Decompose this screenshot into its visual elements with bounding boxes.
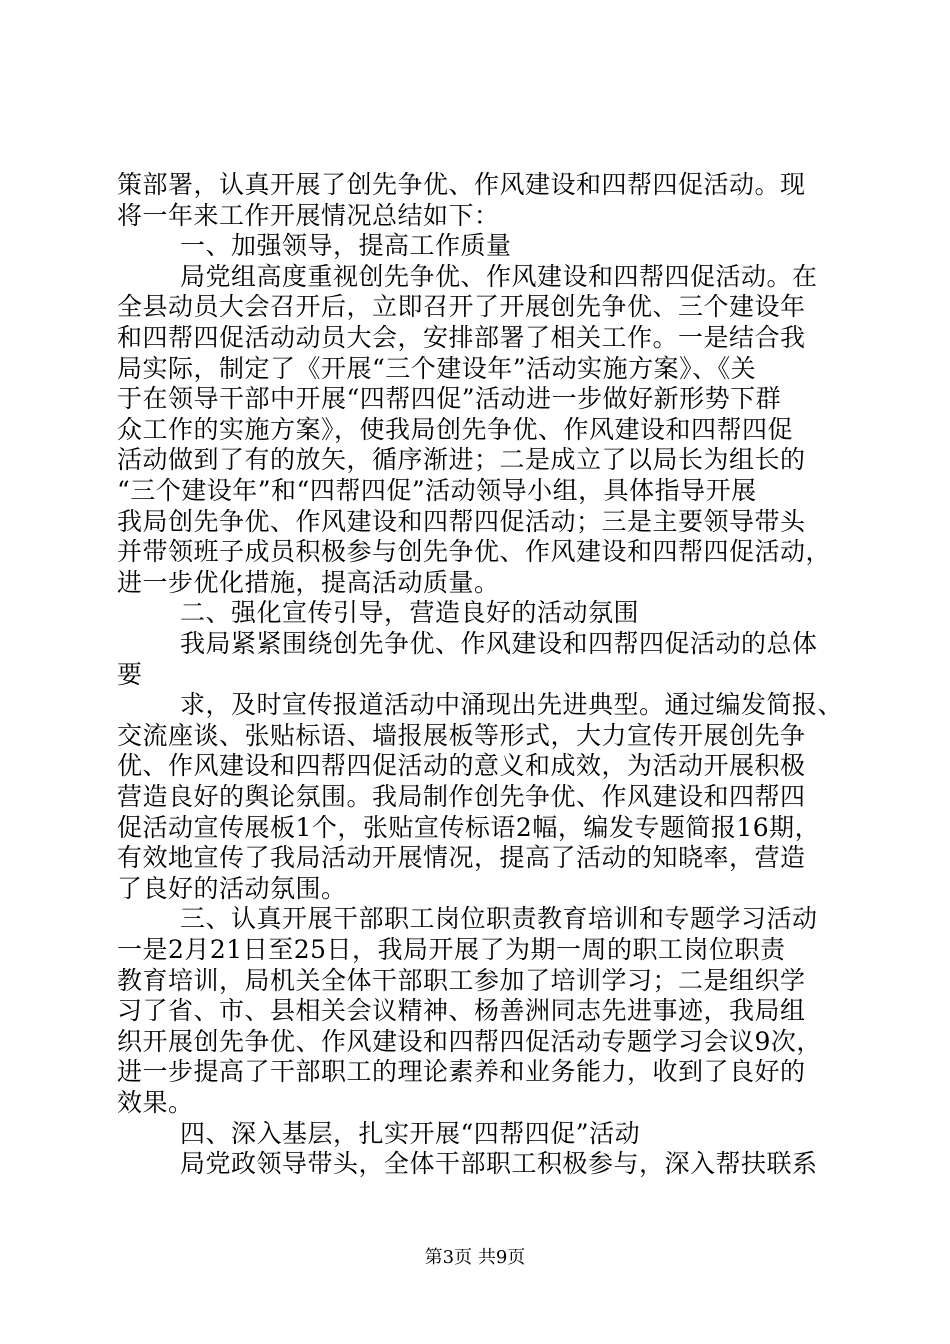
- text-line: 交流座谈、张贴标语、墙报展板等形式，大力宣传开展创先争: [117, 721, 806, 750]
- text-line: 进一步提高了干部职工的理论素养和业务能力，收到了良好的: [117, 1057, 806, 1086]
- text-line: 并带领班子成员积极参与创先争优、作风建设和四帮四促活动，: [117, 537, 832, 566]
- text-line: 策部署，认真开展了创先争优、作风建设和四帮四促活动。现: [117, 170, 806, 199]
- text-line: “三个建设年”和“四帮四促”活动领导小组，具体指导开展: [117, 476, 757, 505]
- text-line: 进一步优化措施，提高活动质量。: [117, 568, 500, 597]
- text-line: 效果。: [117, 1088, 194, 1117]
- text-line: 了良好的活动氛围。: [117, 874, 347, 903]
- text-line: 求，及时宣传报道活动中涌现出先进典型。通过编发简报、: [180, 690, 844, 719]
- text-line: 教育培训，局机关全体干部职工参加了培训学习；二是组织学: [117, 966, 806, 995]
- text-line: 促活动宣传展板1个，张贴宣传标语2幅，编发专题简报16期，: [117, 813, 821, 842]
- section-heading: 二、强化宣传引导，营造良好的活动氛围: [180, 598, 640, 627]
- text-line: 织开展创先争优、作风建设和四帮四促活动专题学习会议9次，: [117, 1027, 822, 1056]
- section-heading: 一、加强领导，提高工作质量: [180, 231, 512, 260]
- section-heading: 四、深入基层，扎实开展“四帮四促”活动: [180, 1119, 641, 1148]
- text-line: 局实际，制定了《开展“三个建设年”活动实施方案》、《关: [117, 354, 757, 383]
- text-line: 有效地宣传了我局活动开展情况，提高了活动的知晓率，营造: [117, 843, 806, 872]
- text-line: 和四帮四促活动动员大会，安排部署了相关工作。一是结合我: [117, 323, 806, 352]
- text-line: 优、作风建设和四帮四促活动的意义和成效，为活动开展积极: [117, 751, 806, 780]
- text-line: 我局紧紧围绕创先争优、作风建设和四帮四促活动的总体: [180, 629, 818, 658]
- text-line: 众工作的实施方案》，使我局创先争优、作风建设和四帮四促: [117, 415, 794, 444]
- text-line: 我局创先争优、作风建设和四帮四促活动；三是主要领导带头: [117, 507, 806, 536]
- section-heading: 三、认真开展干部职工岗位职责教育培训和专题学习活动: [180, 904, 818, 933]
- text-line: 局党政领导带头，全体干部职工积极参与，深入帮扶联系: [180, 1149, 818, 1178]
- text-line: 营造良好的舆论氛围。我局制作创先争优、作风建设和四帮四: [117, 782, 806, 811]
- text-line: 全县动员大会召开后，立即召开了开展创先争优、三个建设年: [117, 292, 806, 321]
- text-line: 局党组高度重视创先争优、作风建设和四帮四促活动。在: [180, 262, 818, 291]
- page-number-footer: 第3页 共9页: [424, 1247, 526, 1268]
- text-line: 一是2月21日至25日，我局开展了为期一周的职工岗位职责: [117, 935, 786, 964]
- text-line: 习了省、市、县相关会议精神、杨善洲同志先进事迹，我局组: [117, 996, 806, 1025]
- text-line: 于在领导干部中开展“四帮四促”活动进一步做好新形势下群: [117, 384, 782, 413]
- text-line: 将一年来工作开展情况总结如下：: [117, 201, 500, 230]
- text-line: 活动做到了有的放矢，循序渐进；二是成立了以局长为组长的: [117, 445, 806, 474]
- text-line: 要: [117, 660, 143, 689]
